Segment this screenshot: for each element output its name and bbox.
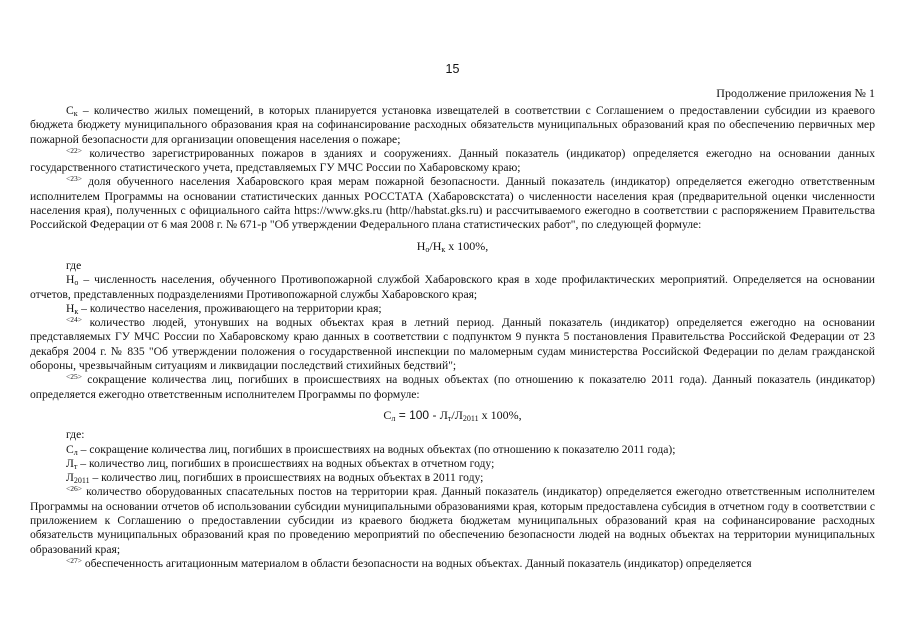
ck-definition-text: – количество жилых помещений, в которых планируется установка извещателей в соответствии с Соглашением о предоставлении субсидии из краевого бюджета бюджету муниципального образования края на софинансирование расходных обязательств муниципальных образований края по обеспечению первичных мер пожарной безопасности для организации оповещения населения о пожаре; xyxy=(30,104,875,146)
formula1-denominator: Н xyxy=(432,238,442,253)
footnote-24 xyxy=(30,316,875,373)
formula2-numerator-sub: т xyxy=(447,413,452,423)
footnote-25-text: сокращение количества лиц, погибших в происшествиях на водных объектах (по отношению к показателю 2011 года). Данный показатель (индикатор) определяется ежегодно ответственным исполнителем Программы по формуле: xyxy=(30,373,875,401)
formula2-denominator-sub: 2011 xyxy=(462,413,479,423)
footnote-26-text: количество оборудованных спасательных постов на территории края. Данный показатель (индикатор) определяется ежегодно ответственным исполнителем Программы на основании отчетов об использовании субсидии муниципальными образованиями края, которым предоставлена субсидия в отчетном году в соответствии с приложением к Соглашению о предоставлении субсидии из краевого бюджета бюджетам муниципальных образований края на софинансирование расходных обязательств муниципальных образований края по проведению мероприятий по обеспечению безопасности людей на водных объектах на территории муниципальных образований края; xyxy=(30,485,875,556)
footnote-23-text: доля обученного населения Хабаровского края мерам пожарной безопасности. Данный показатель (индикатор) определяется ежегодно ответственным исполнителем Программы на основании статистических данных РОССТАТА (Хабаровскстата) о численности населения края (предварительной оценки численности населения края), полученных с официального сайта https://www.gks.ru (http//habstat.gks.ru) и рассчитываемого ежегодно в соответствии с распоряжением Правительства Российской Федерации от 6 мая 2008 г. № 671-р "Об утверждении Федерального плана статистических работ", по следующей формуле: xyxy=(30,175,875,232)
formula2-lhs: С xyxy=(383,407,392,422)
footnote-25 xyxy=(30,373,875,402)
formula1-division: / xyxy=(429,238,433,253)
formula2-multiplier: x 100%, xyxy=(478,407,522,422)
symbol-no-subscript: о xyxy=(74,278,79,288)
footnote-24-text: количество людей, утонувших на водных объектах края в летний период. Данный показатель (индикатор) определяется ежегодно на основании представляемых ГУ МЧС России по Хабаровскому краю данных в соответствии с подпунктом 9 пункта 5 постановления Правительства Российской Федерации от 23 декабря 2004 г. № 835 "Об утверждении положения о государственной инспекции по маломерным судам министерства Российской Федерации по делам гражданской обороны, чрезвычайным ситуациям и ликвидации последствий стихийных бедствий"; xyxy=(30,316,875,373)
definition-cl-text: – сокращение количества лиц, погибших в происшествиях на водных объектах (по отношению к показателю 2011 года); xyxy=(77,442,676,456)
footnote-marker-22: <22> xyxy=(66,145,82,155)
definition-lt xyxy=(30,457,875,471)
definition-nk xyxy=(30,302,875,316)
footnote-22 xyxy=(30,147,875,176)
definition-no xyxy=(30,273,875,302)
definition-cl xyxy=(30,443,875,457)
formula1-denominator-sub: к xyxy=(441,244,446,254)
definition-no-text: – численность населения, обученного Противопожарной службой Хабаровского края в ходе профилактических мероприятий. Определяется на основании отчетов, представленных подразделениями Противопожарной службы Хабаровского края; xyxy=(30,273,875,301)
symbol-cl: С xyxy=(66,442,74,456)
definition-lt-text: – количество лиц, погибших в происшествиях на водных объектах в отчетном году; xyxy=(77,456,495,470)
footnote-marker-23: <23> xyxy=(66,174,82,184)
formula1-multiplier: x 100%, xyxy=(445,238,489,253)
footnote-27 xyxy=(30,557,875,571)
document-body xyxy=(30,104,875,571)
symbol-lt-subscript: т xyxy=(73,461,78,471)
footnote-marker-26: <26> xyxy=(66,484,82,494)
definition-nk-text: – количество населения, проживающего на территории края; xyxy=(78,301,382,315)
definition-l2011-text: – количество лиц, погибших в происшествиях на водных объектах в 2011 году; xyxy=(89,471,484,485)
footnote-marker-27: <27> xyxy=(66,555,82,565)
where-label-1: где xyxy=(66,258,82,272)
symbol-lt: Л xyxy=(66,456,74,470)
footnote-22-text: количество зарегистрированных пожаров в зданиях и сооружениях. Данный показатель (индикатор) определяется ежегодно на основании данных государственного статистического учета, представляемых ГУ МЧС России по Хабаровскому краю; xyxy=(30,146,875,175)
symbol-cl-subscript: л xyxy=(73,447,78,457)
symbol-ck: С xyxy=(66,104,74,117)
symbol-l2011-subscript: 2011 xyxy=(73,476,90,486)
formula2-division: / xyxy=(451,407,455,422)
formula2-denominator: Л xyxy=(454,407,463,422)
footnote-marker-25: <25> xyxy=(66,372,82,382)
footnote-26 xyxy=(30,485,875,556)
footnote-marker-24: <24> xyxy=(66,315,82,325)
paragraph-ck-definition xyxy=(30,104,875,147)
formula1-numerator: Н xyxy=(416,238,426,253)
symbol-ck-subscript: к xyxy=(73,109,78,118)
where-label-2: где: xyxy=(66,428,85,442)
footnote-23 xyxy=(30,175,875,232)
appendix-continuation-heading: Продолжение приложения № 1 xyxy=(716,86,875,100)
footnote-27-text: обеспеченность агитационным материалом в области безопасности на водных объектах. Данный показатель (индикатор) определяется xyxy=(81,556,752,570)
formula-trained-population-share xyxy=(30,239,875,253)
formula-drowning-reduction xyxy=(30,408,875,422)
formula2-constant: = 100 - xyxy=(395,407,440,422)
symbol-nk: Н xyxy=(66,301,75,315)
formula1-numerator-sub: о xyxy=(425,244,430,254)
formula2-numerator: Л xyxy=(439,407,448,422)
symbol-l2011: Л xyxy=(66,471,74,485)
symbol-no: Н xyxy=(66,273,75,287)
definition-l2011 xyxy=(30,471,875,485)
symbol-nk-subscript: к xyxy=(74,306,79,316)
formula2-lhs-sub: л xyxy=(391,413,396,423)
page-number: 15 xyxy=(445,62,460,76)
